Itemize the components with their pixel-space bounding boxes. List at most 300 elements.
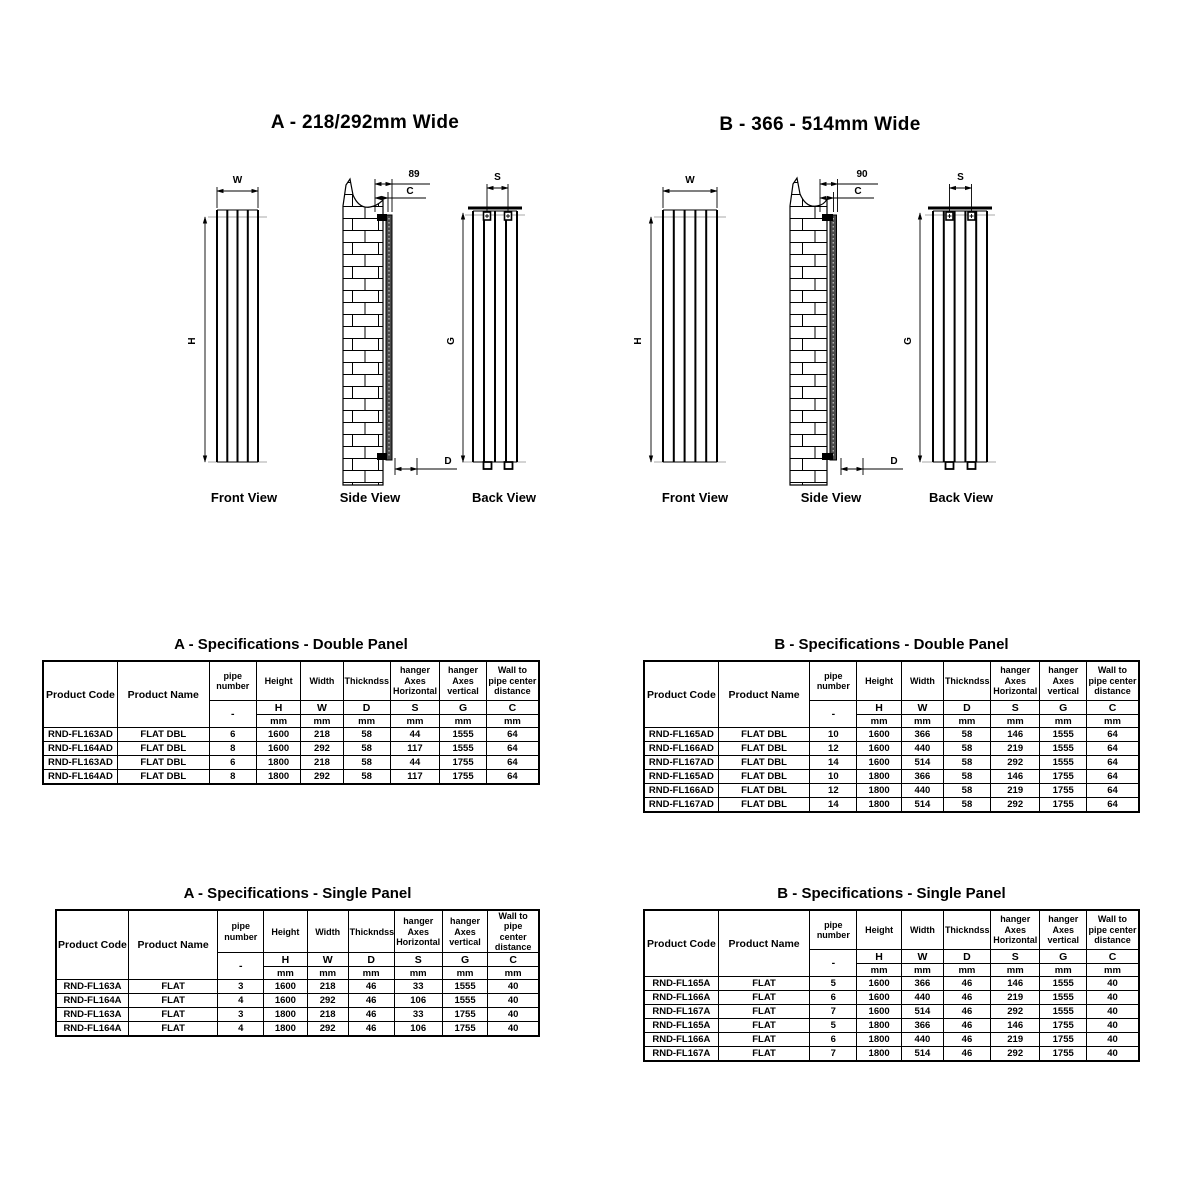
- table-cell: 1555: [1040, 756, 1087, 770]
- table-cell: 1555: [1040, 742, 1087, 756]
- table-cell: 58: [343, 742, 390, 756]
- table-cell: RND-FL167A: [644, 1005, 718, 1019]
- table-cell: 1755: [1040, 1047, 1087, 1062]
- radiator-front-panels: [663, 210, 717, 462]
- dim-d-label: D: [890, 456, 898, 467]
- header-symbol: C: [1086, 950, 1139, 964]
- table-cell: FLAT DBL: [718, 728, 810, 742]
- table-cell: FLAT DBL: [117, 742, 209, 756]
- header-unit: mm: [440, 715, 487, 728]
- header-cell: hanger Axes Horizontal: [390, 661, 440, 701]
- table-cell: 4: [218, 1022, 264, 1037]
- table-cell: 58: [943, 756, 990, 770]
- header-symbol: -: [209, 701, 256, 728]
- table-cell: 1755: [1040, 784, 1087, 798]
- table-row: [43, 728, 539, 742]
- table-cell: 514: [901, 798, 943, 813]
- back-view-label: Back View: [928, 490, 994, 505]
- spec-block-a-single: [55, 885, 540, 1037]
- spec-block-b-single: [643, 885, 1140, 1062]
- table-cell: FLAT: [718, 1005, 810, 1019]
- dim-wall-offset-label: 89: [408, 169, 420, 180]
- table-cell: FLAT DBL: [117, 728, 209, 742]
- table-cell: 292: [990, 798, 1040, 813]
- table-cell: 106: [394, 1022, 442, 1037]
- radiator-front-panels: [217, 210, 258, 462]
- header-symbol: H: [857, 950, 902, 964]
- header-symbol: S: [394, 953, 442, 967]
- table-cell: 219: [990, 742, 1040, 756]
- table-cell: 218: [307, 980, 348, 994]
- header-unit: mm: [348, 967, 394, 980]
- table-cell: 440: [901, 1033, 943, 1047]
- table-cell: 219: [990, 1033, 1040, 1047]
- dim-g-label: G: [903, 337, 914, 345]
- back-view-label: Back View: [471, 490, 537, 505]
- header-unit: mm: [264, 967, 307, 980]
- table-cell: 40: [1086, 1005, 1139, 1019]
- table-row: [644, 742, 1139, 756]
- table-cell: RND-FL163A: [56, 980, 128, 994]
- header-symbol: C: [486, 701, 539, 715]
- table-row: [644, 991, 1139, 1005]
- table-cell: 1555: [442, 994, 487, 1008]
- table-cell: FLAT: [718, 977, 810, 991]
- table-cell: 219: [990, 784, 1040, 798]
- header-cell: Width: [307, 910, 348, 953]
- table-cell: 40: [1086, 977, 1139, 991]
- spec-block-b-double: [643, 636, 1140, 813]
- table-row: [644, 1019, 1139, 1033]
- radiator-back-panels: [933, 211, 987, 462]
- header-cell: pipe number: [209, 661, 256, 701]
- table-title: B - Specifications - Double Panel: [774, 636, 1009, 653]
- header-symbol: -: [810, 701, 857, 728]
- header-symbol: C: [1086, 701, 1139, 715]
- header-unit: mm: [857, 715, 902, 728]
- table-cell: RND-FL164AD: [43, 742, 117, 756]
- section-b-title: B - 366 - 514mm Wide: [719, 114, 921, 135]
- header-unit: mm: [990, 715, 1040, 728]
- table-cell: 40: [488, 1022, 539, 1037]
- table-cell: 514: [901, 1005, 943, 1019]
- front-view: [633, 175, 726, 462]
- side-view: [343, 169, 457, 485]
- table-row: [644, 770, 1139, 784]
- table-cell: 64: [486, 728, 539, 742]
- table-cell: 44: [390, 756, 440, 770]
- table-cell: 292: [990, 1047, 1040, 1062]
- table-cell: 14: [810, 756, 857, 770]
- table-cell: 1800: [256, 756, 301, 770]
- table-cell: 1755: [1040, 770, 1087, 784]
- header-product-name: Product Name: [718, 910, 810, 977]
- section-a-drawing: [170, 158, 560, 510]
- table-cell: FLAT DBL: [718, 784, 810, 798]
- table-cell: 1755: [440, 756, 487, 770]
- table-cell: 8: [209, 770, 256, 785]
- table-cell: 1555: [1040, 1005, 1087, 1019]
- table-cell: 1755: [1040, 1033, 1087, 1047]
- table-cell: 46: [348, 994, 394, 1008]
- dim-h-label: H: [187, 337, 198, 345]
- dim-w-label: W: [685, 175, 695, 186]
- table-cell: 58: [943, 770, 990, 784]
- brick-wall: [343, 179, 383, 485]
- table-row: [644, 977, 1139, 991]
- header-symbol: W: [301, 701, 343, 715]
- table-cell: 40: [1086, 1033, 1139, 1047]
- back-view: [903, 172, 996, 469]
- table-cell: 366: [901, 770, 943, 784]
- dim-s-label: S: [494, 172, 501, 183]
- header-symbol: G: [1040, 950, 1087, 964]
- table-cell: 146: [990, 977, 1040, 991]
- header-symbol: S: [390, 701, 440, 715]
- table-cell: RND-FL165AD: [644, 770, 718, 784]
- side-view: [790, 169, 903, 485]
- table-cell: 1600: [857, 977, 902, 991]
- header-product-code: Product Code: [644, 910, 718, 977]
- table-cell: 40: [1086, 1047, 1139, 1062]
- table-cell: RND-FL166AD: [644, 742, 718, 756]
- table-cell: 1555: [440, 728, 487, 742]
- table-cell: 366: [901, 1019, 943, 1033]
- header-symbol: D: [348, 953, 394, 967]
- header-unit: mm: [1086, 715, 1139, 728]
- table-cell: 46: [943, 991, 990, 1005]
- table-cell: 292: [307, 994, 348, 1008]
- foot-right: [968, 462, 976, 469]
- table-cell: 14: [810, 798, 857, 813]
- header-unit: mm: [486, 715, 539, 728]
- table-cell: 292: [307, 1022, 348, 1037]
- table-cell: 64: [1086, 742, 1139, 756]
- side-view-label: Side View: [339, 490, 401, 505]
- header-symbol: S: [990, 701, 1040, 715]
- header-cell: Height: [857, 661, 902, 701]
- dim-s-label: S: [957, 172, 964, 183]
- table-cell: 3: [218, 980, 264, 994]
- header-unit: mm: [943, 964, 990, 977]
- header-cell: Thickndss: [943, 661, 990, 701]
- spec-table-b-double: [643, 660, 1140, 813]
- table-row: [56, 994, 539, 1008]
- table-cell: FLAT: [718, 1019, 810, 1033]
- dim-h-label: H: [633, 337, 644, 345]
- table-cell: 1600: [264, 994, 307, 1008]
- table-row: [644, 1033, 1139, 1047]
- header-cell: hanger Axes vertical: [1040, 661, 1087, 701]
- dim-c-label: C: [854, 186, 862, 197]
- table-cell: RND-FL167A: [644, 1047, 718, 1062]
- header-symbol: W: [901, 701, 943, 715]
- table-row: [56, 1022, 539, 1037]
- table-cell: 40: [1086, 991, 1139, 1005]
- table-cell: RND-FL163AD: [43, 728, 117, 742]
- table-cell: 64: [1086, 770, 1139, 784]
- table-cell: 58: [343, 756, 390, 770]
- table-row: [56, 1008, 539, 1022]
- table-cell: 46: [348, 1008, 394, 1022]
- table-cell: 292: [990, 756, 1040, 770]
- header-unit: mm: [442, 967, 487, 980]
- table-cell: 1555: [442, 980, 487, 994]
- table-title: A - Specifications - Double Panel: [174, 636, 408, 653]
- table-row: [43, 770, 539, 785]
- back-view: [446, 172, 526, 469]
- table-cell: 1555: [1040, 977, 1087, 991]
- table-cell: FLAT: [718, 1033, 810, 1047]
- header-symbol: D: [943, 701, 990, 715]
- header-symbol: C: [488, 953, 539, 967]
- table-row: [644, 1005, 1139, 1019]
- table-cell: 218: [307, 1008, 348, 1022]
- header-cell: hanger Axes Horizontal: [990, 910, 1040, 950]
- table-cell: 292: [990, 1005, 1040, 1019]
- table-row: [644, 728, 1139, 742]
- header-product-name: Product Name: [128, 910, 217, 980]
- table-cell: RND-FL165AD: [644, 728, 718, 742]
- table-cell: 146: [990, 1019, 1040, 1033]
- table-cell: 8: [209, 742, 256, 756]
- table-cell: RND-FL163A: [56, 1008, 128, 1022]
- table-cell: 1600: [256, 728, 301, 742]
- table-cell: 1800: [857, 770, 902, 784]
- table-cell: 366: [901, 728, 943, 742]
- header-unit: mm: [390, 715, 440, 728]
- table-cell: 46: [943, 1047, 990, 1062]
- table-cell: 5: [810, 1019, 857, 1033]
- table-cell: FLAT DBL: [117, 756, 209, 770]
- table-row: [43, 742, 539, 756]
- table-cell: 1800: [857, 1033, 902, 1047]
- header-cell: Wall to pipe center distance: [1086, 661, 1139, 701]
- spec-table-b-single: [643, 909, 1140, 1062]
- table-cell: 146: [990, 770, 1040, 784]
- table-cell: FLAT DBL: [718, 770, 810, 784]
- table-cell: 40: [488, 980, 539, 994]
- header-cell: Wall to pipe center distance: [486, 661, 539, 701]
- table-cell: FLAT: [718, 991, 810, 1005]
- table-cell: 46: [348, 980, 394, 994]
- header-cell: Wall to pipe center distance: [488, 910, 539, 953]
- table-cell: FLAT: [718, 1047, 810, 1062]
- table-cell: FLAT DBL: [718, 742, 810, 756]
- table-cell: FLAT DBL: [718, 798, 810, 813]
- header-cell: hanger Axes vertical: [440, 661, 487, 701]
- table-cell: 219: [990, 991, 1040, 1005]
- table-cell: 58: [343, 728, 390, 742]
- table-cell: 1800: [857, 784, 902, 798]
- table-row: [644, 756, 1139, 770]
- header-cell: Wall to pipe center distance: [1086, 910, 1139, 950]
- header-cell: hanger Axes vertical: [1040, 910, 1087, 950]
- table-cell: 64: [486, 770, 539, 785]
- table-cell: 366: [901, 977, 943, 991]
- header-symbol: H: [264, 953, 307, 967]
- table-cell: 1800: [264, 1008, 307, 1022]
- header-product-code: Product Code: [56, 910, 128, 980]
- table-cell: 1755: [440, 770, 487, 785]
- dim-c-label: C: [406, 186, 414, 197]
- table-cell: 44: [390, 728, 440, 742]
- table-cell: 46: [943, 977, 990, 991]
- dim-d-label: D: [444, 456, 452, 467]
- table-cell: 64: [486, 742, 539, 756]
- table-cell: FLAT DBL: [117, 770, 209, 785]
- header-unit: mm: [1040, 715, 1087, 728]
- wall-bracket-bottom: [822, 453, 833, 460]
- table-cell: 7: [810, 1047, 857, 1062]
- table-cell: 6: [810, 991, 857, 1005]
- front-view-label: Front View: [661, 490, 729, 505]
- header-unit: mm: [901, 964, 943, 977]
- table-cell: RND-FL163AD: [43, 756, 117, 770]
- table-cell: 10: [810, 728, 857, 742]
- wall-bracket-bottom: [377, 453, 387, 460]
- table-cell: 1800: [256, 770, 301, 785]
- header-product-name: Product Name: [718, 661, 810, 728]
- table-row: [644, 784, 1139, 798]
- table-cell: 12: [810, 742, 857, 756]
- table-cell: 58: [343, 770, 390, 785]
- header-symbol: -: [218, 953, 264, 980]
- table-cell: 1555: [440, 742, 487, 756]
- header-symbol: W: [901, 950, 943, 964]
- header-unit: mm: [857, 964, 902, 977]
- table-cell: 218: [301, 756, 343, 770]
- table-cell: 1800: [264, 1022, 307, 1037]
- table-cell: RND-FL164AD: [43, 770, 117, 785]
- table-cell: RND-FL165A: [644, 977, 718, 991]
- header-unit: mm: [901, 715, 943, 728]
- header-symbol: D: [943, 950, 990, 964]
- table-cell: 106: [394, 994, 442, 1008]
- header-cell: pipe number: [810, 661, 857, 701]
- table-cell: 1600: [857, 728, 902, 742]
- table-cell: 58: [943, 742, 990, 756]
- spec-block-a-double: [42, 636, 540, 785]
- header-symbol: -: [810, 950, 857, 977]
- table-cell: 40: [1086, 1019, 1139, 1033]
- foot-left: [946, 462, 954, 469]
- table-cell: RND-FL167AD: [644, 798, 718, 813]
- header-cell: hanger Axes Horizontal: [990, 661, 1040, 701]
- wall-bracket-top: [377, 214, 387, 221]
- header-symbol: S: [990, 950, 1040, 964]
- table-cell: 292: [301, 770, 343, 785]
- table-cell: 292: [301, 742, 343, 756]
- table-cell: FLAT: [128, 994, 217, 1008]
- header-unit: mm: [307, 967, 348, 980]
- table-cell: 58: [943, 784, 990, 798]
- table-cell: RND-FL164A: [56, 1022, 128, 1037]
- table-cell: 146: [990, 728, 1040, 742]
- header-unit: mm: [1086, 964, 1139, 977]
- table-cell: RND-FL166A: [644, 1033, 718, 1047]
- header-unit: mm: [394, 967, 442, 980]
- header-unit: mm: [343, 715, 390, 728]
- table-cell: FLAT: [128, 980, 217, 994]
- table-cell: 64: [1086, 798, 1139, 813]
- header-unit: mm: [488, 967, 539, 980]
- header-symbol: H: [256, 701, 301, 715]
- table-cell: 1600: [857, 756, 902, 770]
- table-cell: 440: [901, 784, 943, 798]
- header-cell: Width: [301, 661, 343, 701]
- table-cell: 1755: [442, 1008, 487, 1022]
- table-cell: RND-FL165A: [644, 1019, 718, 1033]
- table-cell: RND-FL166AD: [644, 784, 718, 798]
- table-cell: 40: [488, 994, 539, 1008]
- dim-w-label: W: [232, 175, 243, 186]
- table-cell: 1800: [857, 1047, 902, 1062]
- table-cell: 440: [901, 991, 943, 1005]
- table-cell: 64: [1086, 728, 1139, 742]
- header-symbol: D: [343, 701, 390, 715]
- section-a-title: A - 218/292mm Wide: [270, 112, 460, 133]
- table-cell: 6: [209, 756, 256, 770]
- header-cell: Width: [901, 661, 943, 701]
- table-cell: 64: [1086, 784, 1139, 798]
- table-cell: 46: [943, 1019, 990, 1033]
- table-cell: 58: [943, 798, 990, 813]
- header-cell: Thickndss: [343, 661, 390, 701]
- table-cell: 5: [810, 977, 857, 991]
- table-cell: 1555: [1040, 991, 1087, 1005]
- side-view-label: Side View: [800, 490, 862, 505]
- table-title: B - Specifications - Single Panel: [777, 885, 1006, 902]
- table-cell: 1600: [256, 742, 301, 756]
- table-cell: 64: [486, 756, 539, 770]
- table-row: [644, 798, 1139, 813]
- table-row: [56, 980, 539, 994]
- dim-g-label: G: [446, 337, 457, 345]
- table-cell: 1600: [857, 1005, 902, 1019]
- table-cell: 40: [488, 1008, 539, 1022]
- table-cell: 46: [348, 1022, 394, 1037]
- header-cell: pipe number: [810, 910, 857, 950]
- brick-wall: [790, 178, 827, 485]
- table-cell: 46: [943, 1033, 990, 1047]
- table-cell: FLAT: [128, 1022, 217, 1037]
- table-cell: 33: [394, 1008, 442, 1022]
- table-cell: 3: [218, 1008, 264, 1022]
- header-unit: mm: [990, 964, 1040, 977]
- wall-bracket-top: [822, 214, 833, 221]
- table-cell: 440: [901, 742, 943, 756]
- table-cell: 33: [394, 980, 442, 994]
- table-cell: 1755: [1040, 1019, 1087, 1033]
- foot-left: [484, 462, 492, 469]
- spec-table-a-double: [42, 660, 540, 785]
- table-cell: 12: [810, 784, 857, 798]
- header-cell: Height: [264, 910, 307, 953]
- table-cell: 514: [901, 756, 943, 770]
- header-cell: Width: [901, 910, 943, 950]
- table-cell: RND-FL167AD: [644, 756, 718, 770]
- table-cell: 514: [901, 1047, 943, 1062]
- dim-wall-offset-label: 90: [856, 169, 868, 180]
- header-cell: Height: [857, 910, 902, 950]
- header-product-code: Product Code: [43, 661, 117, 728]
- header-symbol: G: [1040, 701, 1087, 715]
- table-cell: 4: [218, 994, 264, 1008]
- header-cell: pipe number: [218, 910, 264, 953]
- header-symbol: W: [307, 953, 348, 967]
- table-cell: 218: [301, 728, 343, 742]
